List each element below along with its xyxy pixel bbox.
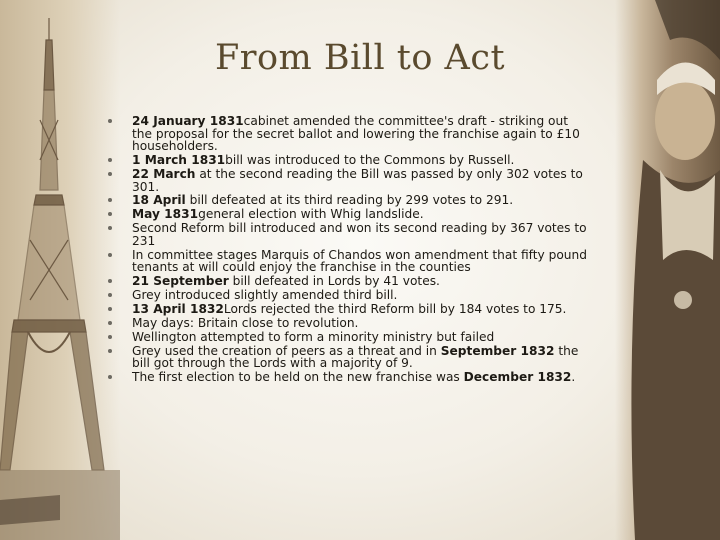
bullet-icon — [108, 226, 112, 230]
bullet-icon — [108, 293, 112, 297]
queen-victoria-portrait-icon — [615, 0, 720, 540]
list-item: 22 March at the second reading the Bill was passed by only 302 votes to 301. — [108, 168, 588, 193]
list-item: 18 April bill defeated at its third reading by 299 votes to 291. — [108, 194, 588, 207]
bullet-icon — [108, 279, 112, 283]
bullet-icon — [108, 119, 112, 123]
bullet-icon — [108, 375, 112, 379]
list-item: 13 April 1832Lords rejected the third Reform bill by 184 votes to 175. — [108, 303, 588, 316]
list-item: Wellington attempted to form a minority ministry but failed — [108, 331, 588, 344]
list-item: Second Reform bill introduced and won its second reading by 367 votes to 231 — [108, 222, 588, 247]
list-item: The first election to be held on the new franchise was December 1832. — [108, 371, 588, 384]
bullet-icon — [108, 307, 112, 311]
bullet-icon — [108, 335, 112, 339]
list-item: Grey introduced slightly amended third bill. — [108, 289, 588, 302]
bullet-icon — [108, 321, 112, 325]
list-item: 21 September bill defeated in Lords by 41 votes. — [108, 275, 588, 288]
bullet-icon — [108, 212, 112, 216]
list-item: In committee stages Marquis of Chandos won amendment that fifty pound tenants at will could enjoy the franchise in the counties — [108, 249, 588, 274]
bullet-icon — [108, 253, 112, 257]
list-item: 24 January 1831cabinet amended the committee's draft - striking out the proposal for the secret ballot and lowering the franchise again to £10 householders. — [108, 115, 588, 153]
slide-title: From Bill to Act — [214, 38, 506, 78]
bullet-icon — [108, 198, 112, 202]
list-item: Grey used the creation of peers as a threat and in September 1832 the bill got through the Lords with a majority of 9. — [108, 345, 588, 370]
list-item: May days: Britain close to revolution. — [108, 317, 588, 330]
bullet-icon — [108, 172, 112, 176]
eiffel-tower-icon — [0, 0, 120, 540]
list-item: May 1831general election with Whig landslide. — [108, 208, 588, 221]
bullet-icon — [108, 158, 112, 162]
bullet-list — [108, 115, 588, 385]
list-item: 1 March 1831bill was introduced to the Commons by Russell. — [108, 154, 588, 167]
bullet-icon — [108, 349, 112, 353]
